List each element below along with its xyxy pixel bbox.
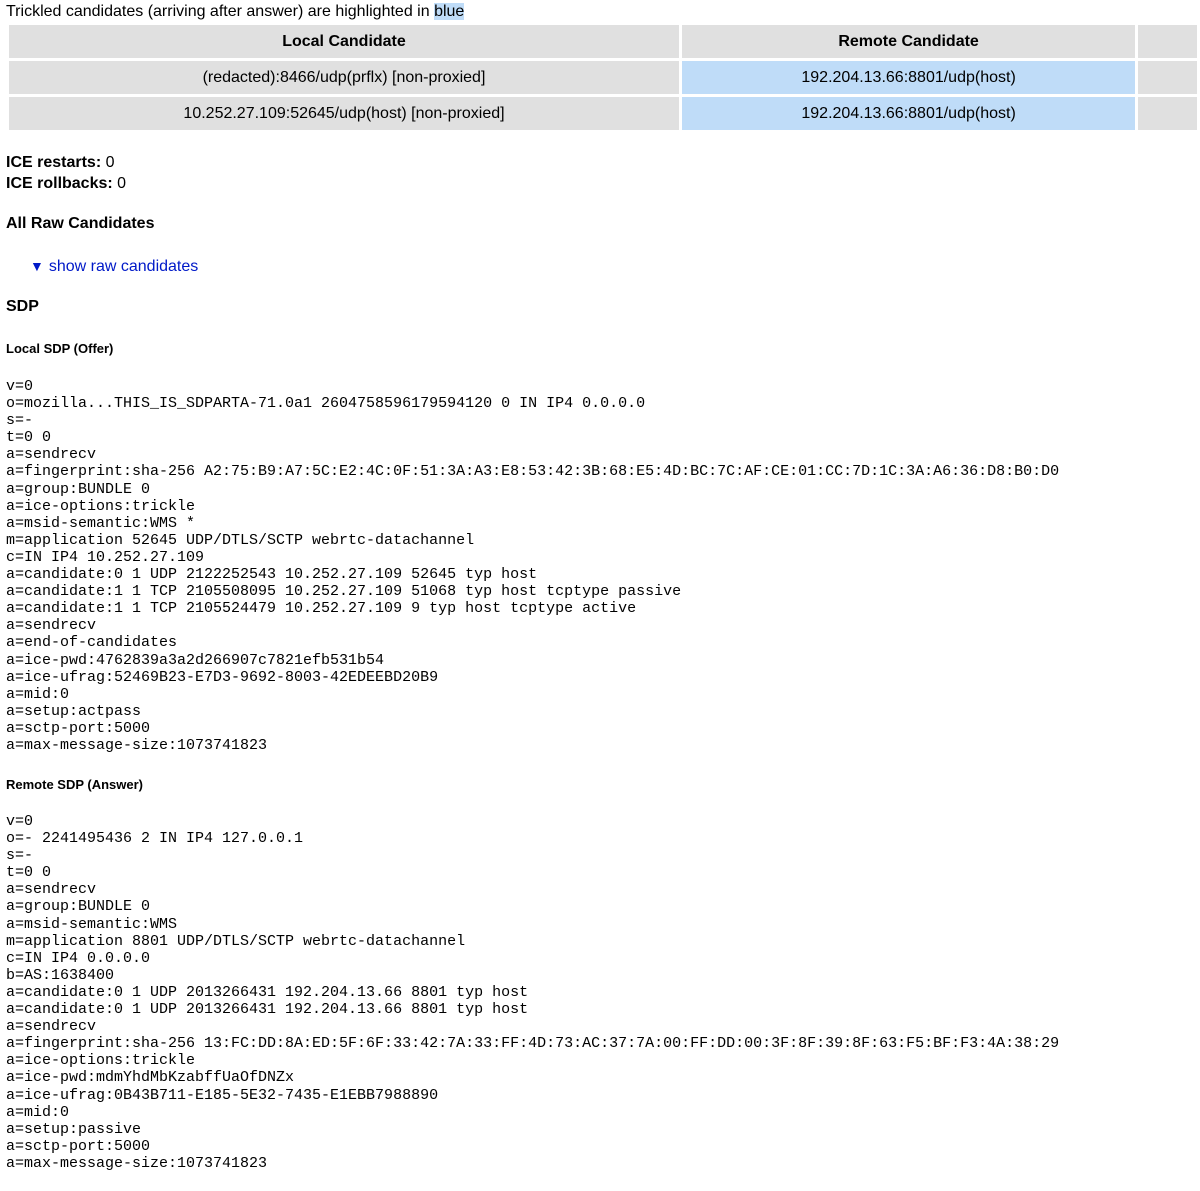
trickle-note-text: Trickled candidates (arriving after answer) are highlighted in bbox=[6, 3, 435, 20]
trickle-highlight-word: blue bbox=[434, 3, 465, 20]
raw-candidates-heading: All Raw Candidates bbox=[6, 215, 155, 232]
candidate-pair-table bbox=[6, 22, 1200, 133]
ice-restarts-label: ICE restarts: bbox=[6, 154, 102, 171]
ice-rollbacks-value: 0 bbox=[117, 175, 127, 192]
local-sdp-heading: Local SDP (Offer) bbox=[6, 341, 114, 356]
ice-rollbacks-line bbox=[6, 173, 126, 194]
disclosure-triangle-icon: ▼ bbox=[30, 258, 44, 274]
show-raw-candidates-label: show raw candidates bbox=[48, 258, 199, 275]
column-header-extra bbox=[1138, 25, 1197, 58]
column-header-remote: Remote Candidate bbox=[682, 25, 1135, 58]
ice-restarts-value: 0 bbox=[105, 154, 115, 171]
table-header-row bbox=[9, 25, 1197, 58]
remote-sdp-text: v=0 o=- 2241495436 2 IN IP4 127.0.0.1 s=- t=0 0 a=sendrecv a=group:BUNDLE 0 a=msid-semantic:WMS m=application 8801 UDP/DTLS/SCTP webrtc-datachannel c=IN IP4 0.0.0.0 b=AS:1638400 a=candidate:0 1 UDP 2013266431 192.204.13.66 8801 typ host a=candidate:0 1 UDP 2013266431 192.204.13.66 8801 typ host a=sendrecv a=fingerprint:sha-256 13:FC:DD:8A:ED:5F:6F:33:42:7A:33:FF:4D:73:AC:37:7A:00:FF:DD:00:3F:8F:39:8F:63:F5:BF:F3:4A:38:29 a=ice-options:trickle a=ice-pwd:mdmYhdMbKzabffUaOfDNZx a=ice-ufrag:0B43B711-E185-5E32-7435-E1EBB7988890 a=mid:0 a=setup:passive a=sctp-port:5000 a=max-message-size:1073741823 bbox=[6, 813, 1060, 1172]
remote-candidate-cell-trickled: 192.204.13.66:8801/udp(host) bbox=[682, 97, 1135, 130]
extra-cell bbox=[1138, 97, 1197, 130]
ice-restarts-line bbox=[6, 152, 126, 173]
ice-stats bbox=[6, 152, 126, 194]
trickle-note bbox=[6, 2, 464, 22]
local-candidate-cell: 10.252.27.109:52645/udp(host) [non-proxied] bbox=[9, 97, 679, 130]
extra-cell bbox=[1138, 61, 1197, 94]
column-header-local: Local Candidate bbox=[9, 25, 679, 58]
show-raw-candidates-toggle[interactable] bbox=[30, 256, 198, 277]
remote-sdp-heading: Remote SDP (Answer) bbox=[6, 777, 144, 792]
table-row bbox=[9, 97, 1197, 130]
sdp-heading: SDP bbox=[6, 298, 39, 315]
local-sdp-text: v=0 o=mozilla...THIS_IS_SDPARTA-71.0a1 2604758596179594120 0 IN IP4 0.0.0.0 s=- t=0 0 a=sendrecv a=fingerprint:sha-256 A2:75:B9:A7:5C:E2:4C:0F:51:3A:A3:E8:53:42:3B:68:E5:4D:BC:7C:AF:CE:01:CC:7D:1C:3A:A6:36:D8:B0:D0 a=group:BUNDLE 0 a=ice-options:trickle a=msid-semantic:WMS * m=application 52645 UDP/DTLS/SCTP webrtc-datachannel c=IN IP4 10.252.27.109 a=candidate:0 1 UDP 2122252543 10.252.27.109 52645 typ host a=candidate:1 1 TCP 2105508095 10.252.27.109 51068 typ host tcptype passive a=candidate:1 1 TCP 2105524479 10.252.27.109 9 typ host tcptype active a=sendrecv a=end-of-candidates a=ice-pwd:4762839a3a2d266907c7821efb531b54 a=ice-ufrag:52469B23-E7D3-9692-8003-42EDEEBD20B9 a=mid:0 a=setup:actpass a=sctp-port:5000 a=max-message-size:1073741823 bbox=[6, 378, 1060, 754]
table-row bbox=[9, 61, 1197, 94]
local-candidate-cell: (redacted):8466/udp(prflx) [non-proxied] bbox=[9, 61, 679, 94]
ice-rollbacks-label: ICE rollbacks: bbox=[6, 175, 113, 192]
remote-candidate-cell-trickled: 192.204.13.66:8801/udp(host) bbox=[682, 61, 1135, 94]
